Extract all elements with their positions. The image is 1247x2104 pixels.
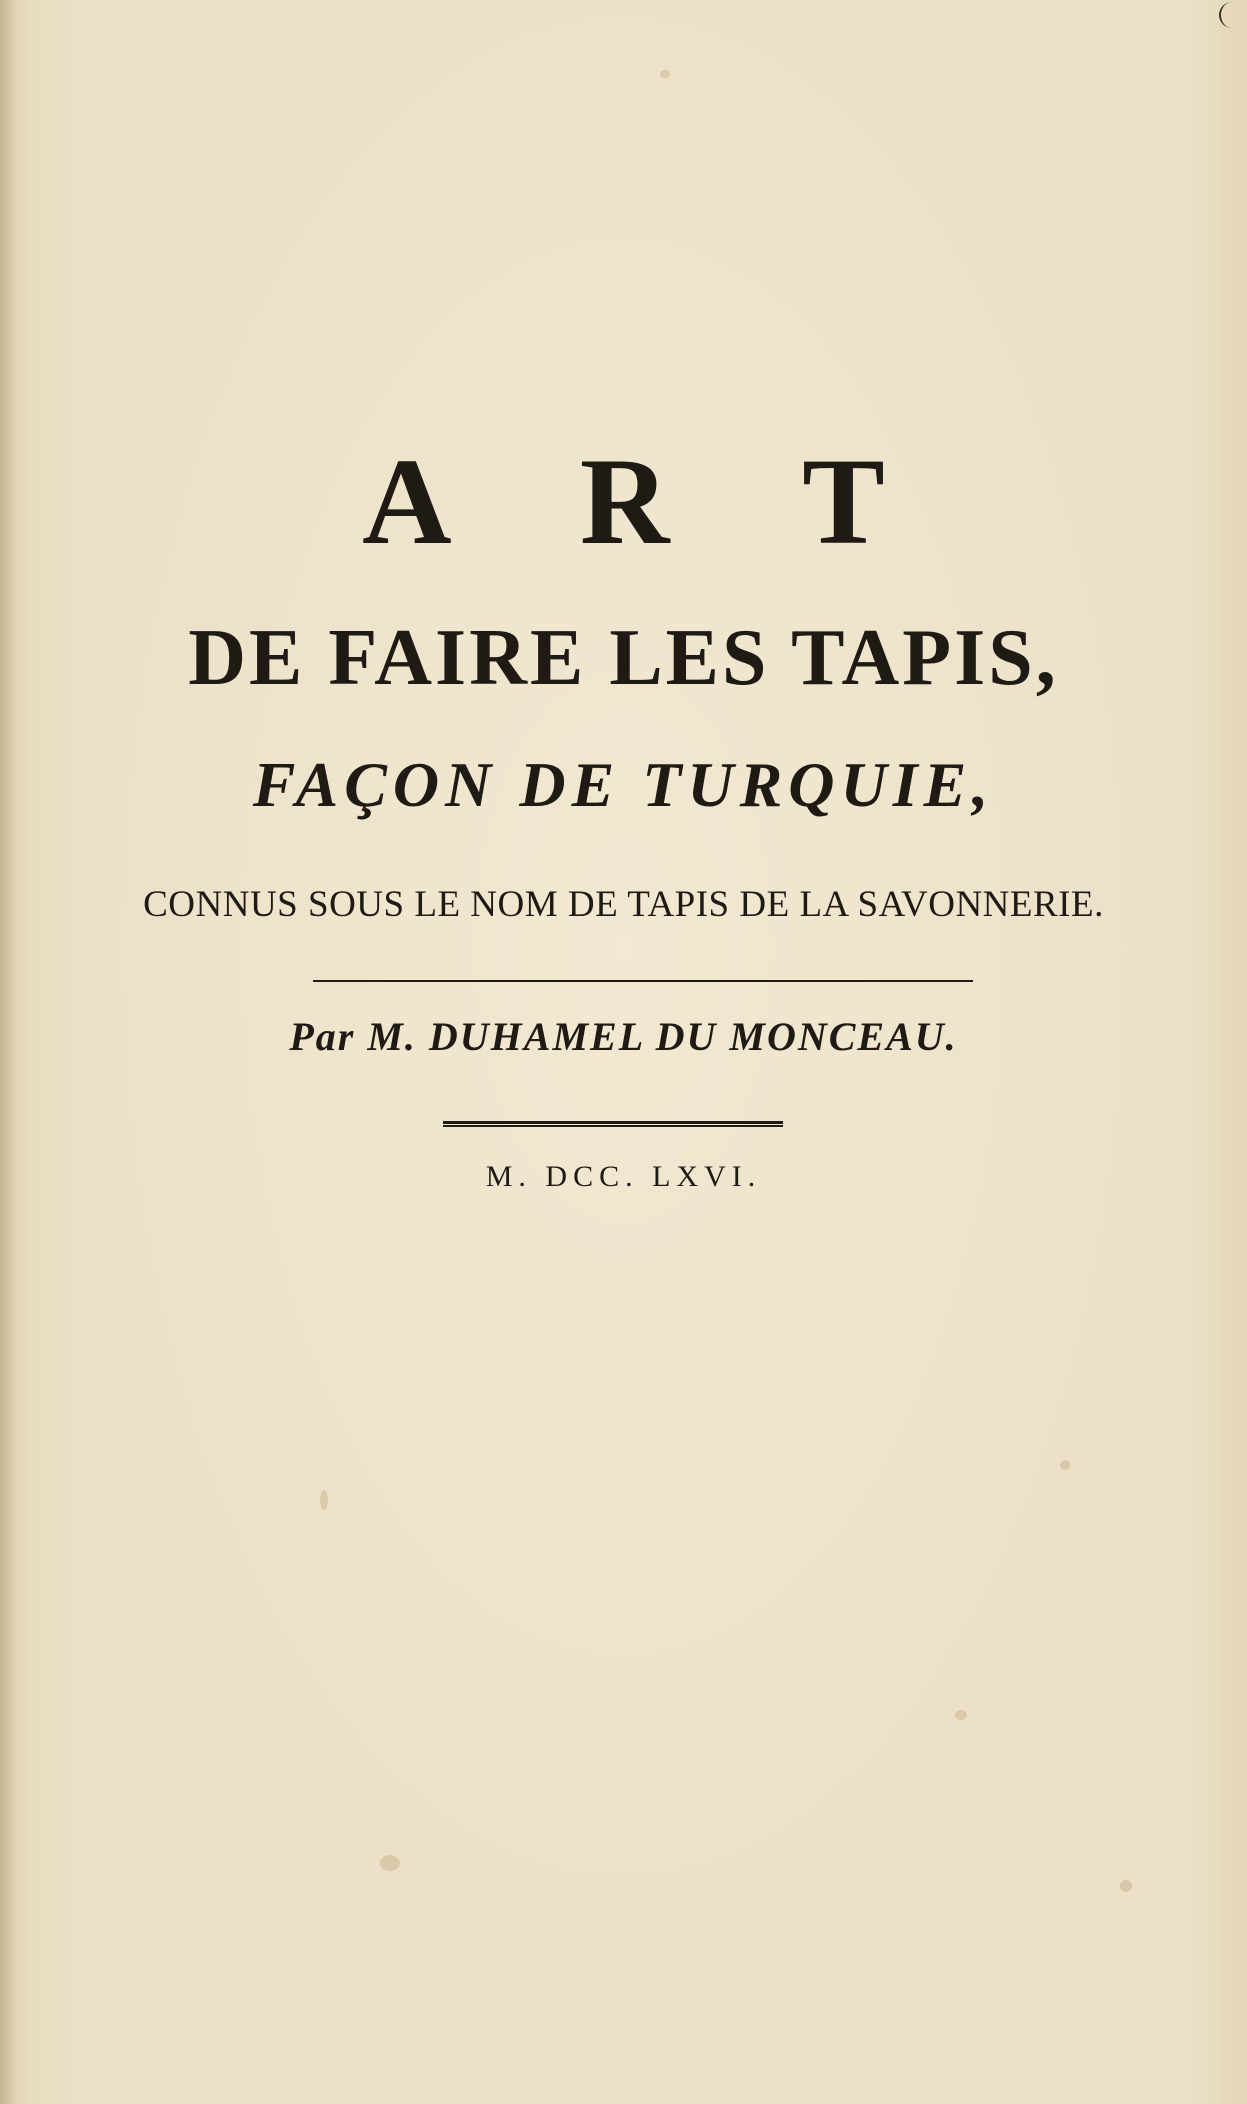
main-title: DE FAIRE LES TAPIS, <box>188 614 1059 702</box>
foxing-spot <box>955 1710 967 1720</box>
foxing-spot <box>1120 1880 1132 1892</box>
author-line: Par M. DUHAMEL DU MONCEAU. <box>289 1014 958 1059</box>
subtitle: FAÇON DE TURQUIE, <box>252 749 995 820</box>
divider-rule <box>313 980 973 982</box>
double-divider-rule <box>443 1121 783 1127</box>
foxing-spot <box>660 70 670 78</box>
foxing-spot <box>380 1855 400 1871</box>
title-art: A R T <box>362 433 937 570</box>
subtitle-secondary: CONNUS SOUS LE NOM DE TAPIS DE LA SAVONNERIE. <box>143 884 1104 925</box>
foxing-spot <box>1060 1460 1070 1470</box>
publication-date: M. DCC. LXVI. <box>485 1160 762 1193</box>
corner-mark <box>1219 2 1241 28</box>
foxing-spot <box>320 1490 328 1510</box>
